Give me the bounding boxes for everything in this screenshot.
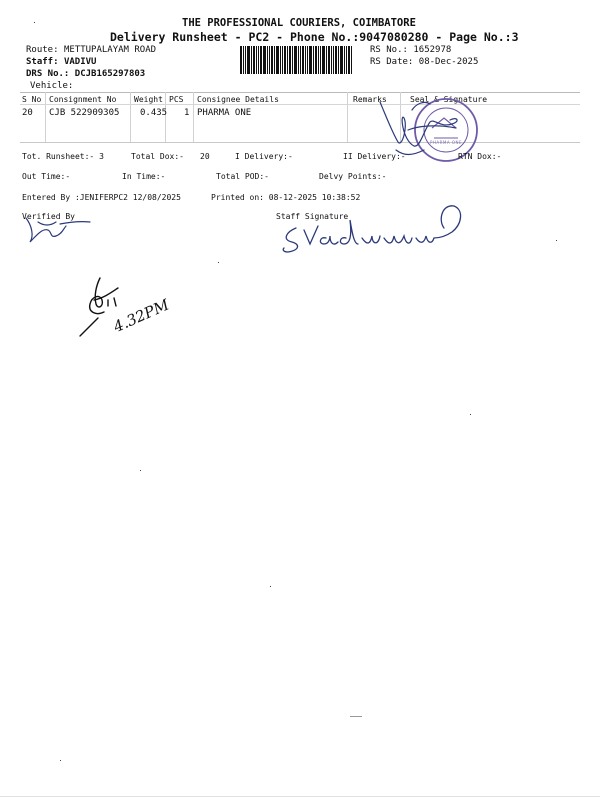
- cell-sno: 20: [22, 108, 33, 118]
- printed-on: Printed on: 08-12-2025 10:38:52: [211, 193, 361, 202]
- staff-value: VADIVU: [63, 57, 97, 67]
- cell-pcs: 1: [184, 108, 190, 118]
- handwritten-time: 4.32PM: [110, 295, 172, 336]
- scan-speck: [34, 22, 35, 23]
- rtn-dox: RTN Dox:-: [458, 152, 502, 161]
- col-header-weight: Weight: [134, 95, 163, 104]
- ii-delivery: II Delivery:-: [343, 152, 406, 161]
- rs-no-value: 1652978: [413, 45, 452, 55]
- stamp-label: PHARMA ONE: [430, 140, 463, 145]
- staff-signature-label: Staff Signature: [276, 212, 349, 221]
- in-time: In Time:-: [122, 172, 166, 181]
- scan-speck: [556, 240, 557, 241]
- col-header-consignee: Consignee Details: [197, 95, 279, 104]
- rs-date-label: RS Date:: [370, 57, 414, 67]
- total-dox-value: 20: [200, 152, 210, 161]
- col-header-sno: S No: [22, 95, 42, 104]
- total-pod: Total POD:-: [216, 172, 269, 181]
- entered-by: Entered By :JENIFERPC2 12/08/2025: [22, 193, 181, 202]
- scan-speck: [218, 262, 219, 263]
- scan-speck: [140, 470, 141, 471]
- i-delivery: I Delivery:-: [235, 152, 293, 161]
- cell-consignee: PHARMA ONE: [197, 108, 252, 118]
- drs-label: DRS No.:: [26, 69, 70, 79]
- tot-runsheet: Tot. Runsheet:- 3: [22, 152, 104, 161]
- scan-speck: [470, 414, 471, 415]
- verified-by-label: Verified By: [22, 212, 75, 221]
- out-time: Out Time:-: [22, 172, 71, 181]
- rs-date-value: 08-Dec-2025: [418, 57, 479, 67]
- runsheet-subtitle: Delivery Runsheet - PC2 - Phone No.:9047080280 - Page No.:3: [110, 30, 519, 44]
- cell-weight: 0.435: [140, 108, 168, 118]
- total-dox-label: Total Dox:-: [131, 152, 184, 161]
- col-header-pcs: PCS: [169, 95, 184, 104]
- scan-speck: [270, 586, 271, 587]
- scan-speck: [350, 716, 362, 717]
- scan-speck: [60, 760, 61, 761]
- vehicle-label: Vehicle:: [30, 81, 74, 91]
- scan-edge: [0, 796, 600, 797]
- route-value: METTUPALAYAM ROAD: [63, 45, 157, 55]
- col-header-seal: Seal & Signature: [410, 95, 488, 104]
- delvy-points: Delvy Points:-: [319, 172, 387, 181]
- company-title: THE PROFESSIONAL COURIERS, COIMBATORE: [182, 17, 416, 29]
- drs-value: DCJB165297803: [74, 69, 146, 79]
- rs-no-label: RS No.:: [370, 45, 408, 55]
- staff-label: Staff:: [26, 57, 59, 67]
- cell-consignment: CJB 522909305: [49, 108, 120, 118]
- col-header-consignment: Consignment No: [49, 95, 117, 104]
- route-label: Route:: [26, 45, 59, 55]
- col-header-remarks: Remarks: [353, 95, 387, 104]
